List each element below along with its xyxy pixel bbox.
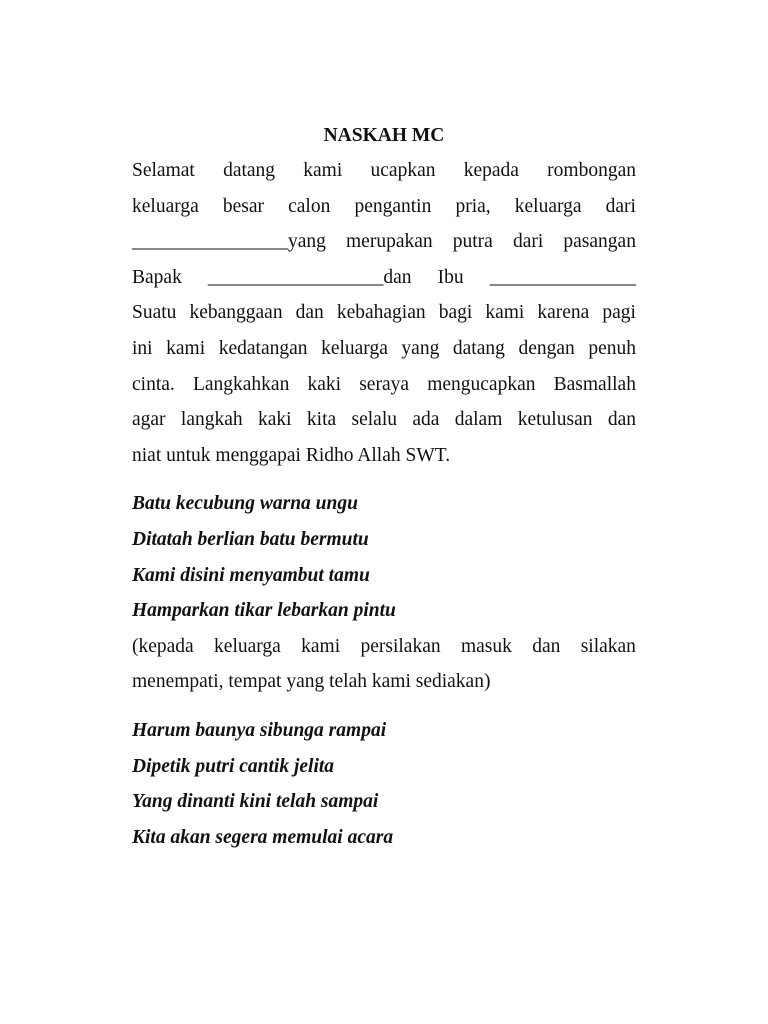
- word: Ibu: [437, 266, 464, 288]
- word: silakan: [580, 635, 636, 657]
- word: penuh: [588, 337, 636, 359]
- word: ini: [132, 337, 153, 359]
- word: kedatangan: [218, 337, 308, 359]
- verse-line: Harum baunya sibunga rampai: [132, 719, 387, 741]
- word: keluarga: [214, 635, 281, 657]
- word: kami: [485, 302, 525, 324]
- invitation-paragraph: [132, 629, 636, 700]
- word: bagi: [438, 302, 473, 324]
- verse-line: Yang dinanti kini telah sampai: [132, 791, 379, 813]
- word: pengantin: [354, 195, 432, 217]
- word: keluarga: [132, 195, 199, 217]
- paragraph-line: [132, 260, 636, 296]
- word: kami: [301, 635, 341, 657]
- word: ada: [412, 409, 440, 431]
- word: datang: [223, 160, 276, 181]
- paragraph-line: [132, 331, 636, 367]
- word: kaki: [257, 409, 292, 431]
- word: ketulusan: [517, 409, 593, 431]
- word: karena: [537, 302, 590, 324]
- verse-line: Dipetik putri cantik jelita: [132, 755, 335, 777]
- verse-line: Hamparkan tikar lebarkan pintu: [132, 600, 396, 622]
- word: dan: [295, 302, 324, 324]
- verse-line: Ditatah berlian batu bermutu: [132, 528, 369, 550]
- word: besar: [222, 195, 265, 217]
- verse-line: Kami disini menyambut tamu: [132, 564, 370, 586]
- verse-1: [132, 486, 636, 628]
- word: persilakan: [360, 635, 441, 657]
- word: selalu: [351, 409, 397, 431]
- word: ________________yang: [132, 231, 326, 253]
- word: agar: [132, 409, 166, 431]
- paragraph-last-line: niat untuk menggapai Ridho Allah SWT.: [132, 444, 451, 466]
- word: datang: [452, 337, 505, 359]
- word: _______________: [489, 266, 636, 288]
- document-page: [132, 118, 636, 855]
- word: kami: [166, 337, 206, 359]
- word: dari: [605, 195, 636, 217]
- word: calon: [288, 195, 331, 217]
- document-title: NASKAH MC: [323, 125, 445, 146]
- word: pasangan: [563, 231, 636, 253]
- word: keluarga: [321, 337, 388, 359]
- paragraph-line: [132, 629, 636, 665]
- word: dengan: [518, 337, 575, 359]
- paragraph-line: [132, 367, 636, 403]
- word: kebahagian: [336, 302, 426, 324]
- opening-paragraph: [132, 153, 636, 473]
- word: pagi: [602, 302, 636, 324]
- word: merupakan: [346, 231, 433, 253]
- verse-line: Kita akan segera memulai acara: [132, 826, 394, 848]
- word: Langkahkan: [192, 373, 290, 395]
- word: Selamat: [132, 160, 195, 181]
- paragraph-line: [132, 189, 636, 225]
- word: mengucapkan: [427, 373, 536, 395]
- word: keluarga: [514, 195, 582, 217]
- word: __________________dan: [207, 266, 412, 288]
- word: langkah: [180, 409, 243, 431]
- word: kita: [306, 409, 337, 431]
- word: seraya: [359, 373, 410, 395]
- word: dari: [512, 231, 544, 253]
- paragraph-line: [132, 295, 636, 331]
- paragraph-line: [132, 153, 636, 189]
- word: Basmallah: [553, 373, 636, 395]
- word: kami: [303, 160, 343, 181]
- word: Suatu: [132, 302, 177, 324]
- word: yang: [401, 337, 440, 359]
- word: rombongan: [547, 160, 636, 181]
- word: ucapkan: [370, 160, 436, 181]
- word: pria,: [455, 195, 491, 217]
- word: Bapak: [132, 266, 182, 288]
- spacer: [132, 473, 636, 486]
- word: dalam: [454, 409, 503, 431]
- word: dan: [607, 409, 636, 431]
- word: putra: [452, 231, 493, 253]
- verse-line: Batu kecubung warna ungu: [132, 493, 358, 515]
- paragraph-line: [132, 402, 636, 438]
- word: kebanggaan: [189, 302, 283, 324]
- word: masuk: [460, 635, 512, 657]
- word: cinta.: [132, 373, 175, 395]
- paragraph-last-line: menempati, tempat yang telah kami sediakan): [132, 671, 491, 693]
- verse-2: [132, 713, 636, 855]
- spacer: [132, 700, 636, 713]
- word: (kepada: [132, 635, 194, 657]
- paragraph-line: [132, 224, 636, 260]
- word: kaki: [307, 373, 342, 395]
- word: dan: [532, 635, 561, 657]
- word: kepada: [463, 160, 519, 181]
